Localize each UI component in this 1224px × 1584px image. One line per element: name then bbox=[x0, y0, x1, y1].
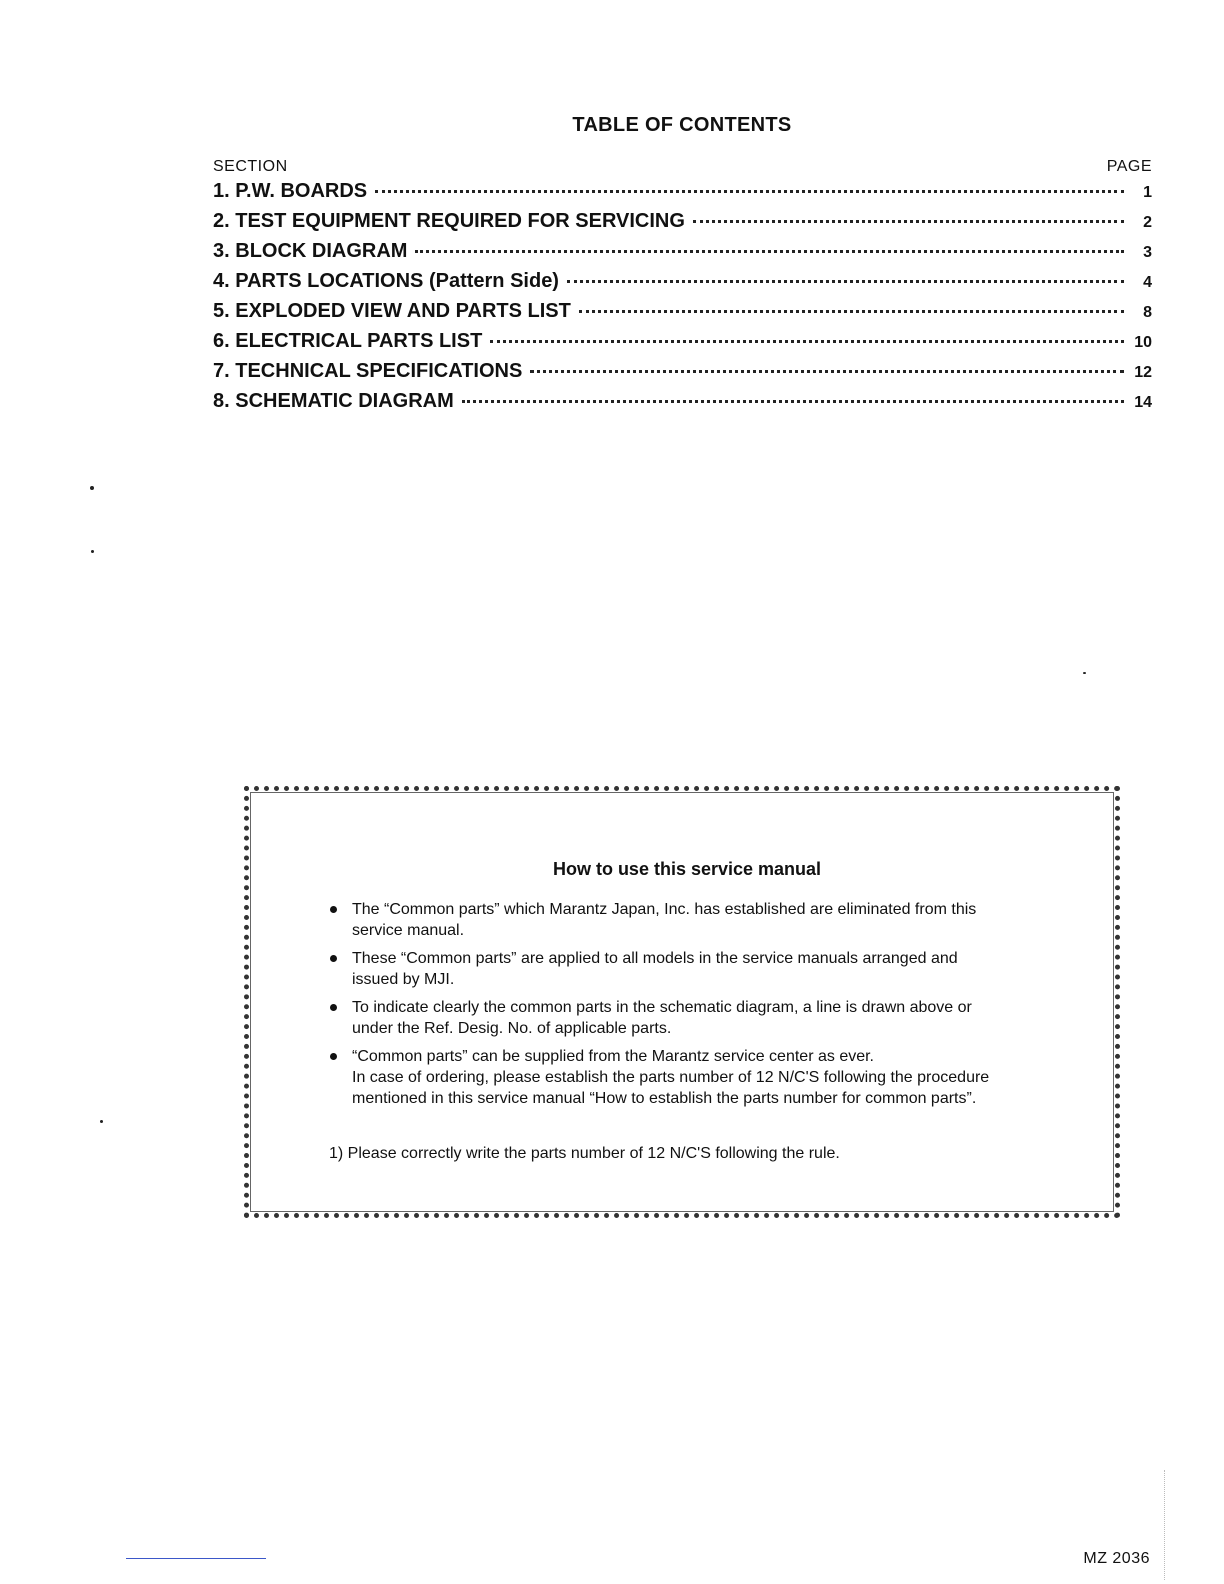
page-column-header: PAGE bbox=[1106, 158, 1152, 175]
bullet-dot-icon bbox=[330, 906, 337, 913]
toc-entry-number: 2. bbox=[213, 210, 236, 232]
toc-entry-page: 8 bbox=[1143, 304, 1152, 321]
section-column-header: SECTION bbox=[213, 158, 288, 175]
dot-leader bbox=[693, 220, 1124, 223]
toc-entry-number: 5. bbox=[213, 300, 236, 322]
dot-leader bbox=[490, 340, 1124, 343]
notice-bullet bbox=[327, 1046, 1047, 1109]
toc-entry-label: SCHEMATIC DIAGRAM bbox=[235, 390, 454, 412]
notice-line: “Common parts” can be supplied from the Marantz service center as ever. bbox=[352, 1048, 874, 1065]
notice-line: To indicate clearly the common parts in the schematic diagram, a line is drawn above or bbox=[352, 999, 972, 1016]
service-manual-notice-box bbox=[244, 786, 1120, 1218]
notice-line: mentioned in this service manual “How to establish the parts number for common parts”. bbox=[352, 1090, 977, 1107]
notice-line: under the Ref. Desig. No. of applicable parts. bbox=[352, 1020, 672, 1037]
notice-line: These “Common parts” are applied to all models in the service manuals arranged and bbox=[352, 950, 958, 967]
toc-list bbox=[213, 180, 1152, 420]
notice-line: The “Common parts” which Marantz Japan, Inc. has established are eliminated from this bbox=[352, 901, 977, 918]
scan-speck bbox=[91, 550, 94, 553]
toc-entry-page: 14 bbox=[1134, 394, 1152, 411]
toc-entry bbox=[213, 270, 1152, 300]
notice-bullet bbox=[327, 899, 1047, 941]
dot-leader bbox=[579, 310, 1124, 313]
toc-entry-page: 2 bbox=[1143, 214, 1152, 231]
toc-entry-number: 1. bbox=[213, 180, 236, 202]
toc-entry-page: 3 bbox=[1143, 244, 1152, 261]
toc-entry-label: PARTS LOCATIONS (Pattern Side) bbox=[235, 270, 559, 292]
notice-title: How to use this service manual bbox=[552, 859, 822, 879]
toc-entry bbox=[213, 390, 1152, 420]
toc-header bbox=[213, 158, 1152, 176]
bullet-dot-icon bbox=[330, 1004, 337, 1011]
dot-leader bbox=[462, 400, 1124, 403]
toc-entry-number: 8. bbox=[213, 390, 236, 412]
toc-entry-number: 4. bbox=[213, 270, 236, 292]
notice-line: In case of ordering, please establish the parts number of 12 N/C'S following the procedure bbox=[352, 1069, 990, 1086]
toc-entry-label: TEST EQUIPMENT REQUIRED FOR SERVICING bbox=[235, 210, 685, 232]
toc-entry-label: P.W. BOARDS bbox=[235, 180, 368, 202]
bullet-dot-icon bbox=[330, 1053, 337, 1060]
toc-entry-label: ELECTRICAL PARTS LIST bbox=[235, 330, 483, 352]
dot-leader bbox=[530, 370, 1124, 373]
dot-leader bbox=[567, 280, 1124, 283]
toc-entry-number: 3. bbox=[213, 240, 236, 262]
notice-bullet bbox=[327, 997, 1047, 1039]
toc-entry-page: 10 bbox=[1134, 334, 1152, 351]
toc-entry bbox=[213, 330, 1152, 360]
toc-entry-page: 12 bbox=[1134, 364, 1152, 381]
toc-entry bbox=[213, 300, 1152, 330]
document-code: MZ 2036 bbox=[1083, 1550, 1150, 1567]
margin-mark bbox=[1164, 1470, 1165, 1580]
notice-bullet-list bbox=[327, 899, 1047, 1116]
toc-entry bbox=[213, 210, 1152, 240]
notice-line: service manual. bbox=[352, 922, 465, 939]
bullet-dot-icon bbox=[330, 955, 337, 962]
toc-entry-number: 6. bbox=[213, 330, 236, 352]
footer-rule bbox=[126, 1558, 266, 1559]
notice-rule-text: 1) Please correctly write the parts number of 12 N/C'S following the rule. bbox=[329, 1145, 840, 1162]
toc-entry-label: EXPLODED VIEW AND PARTS LIST bbox=[235, 300, 571, 322]
toc-title: TABLE OF CONTENTS bbox=[572, 114, 792, 136]
toc-entry-page: 4 bbox=[1143, 274, 1152, 291]
toc-entry-label: BLOCK DIAGRAM bbox=[235, 240, 408, 262]
dot-leader bbox=[375, 190, 1124, 193]
notice-bullet bbox=[327, 948, 1047, 990]
scan-speck bbox=[1083, 672, 1086, 674]
toc-entry-label: TECHNICAL SPECIFICATIONS bbox=[235, 360, 523, 382]
notice-line: issued by MJI. bbox=[352, 971, 455, 988]
toc-entry bbox=[213, 180, 1152, 210]
toc-entry bbox=[213, 240, 1152, 270]
scan-speck bbox=[90, 486, 94, 490]
scan-speck bbox=[100, 1120, 103, 1123]
toc-entry-number: 7. bbox=[213, 360, 236, 382]
dot-leader bbox=[415, 250, 1124, 253]
toc-entry bbox=[213, 360, 1152, 390]
toc-entry-page: 1 bbox=[1143, 184, 1152, 201]
